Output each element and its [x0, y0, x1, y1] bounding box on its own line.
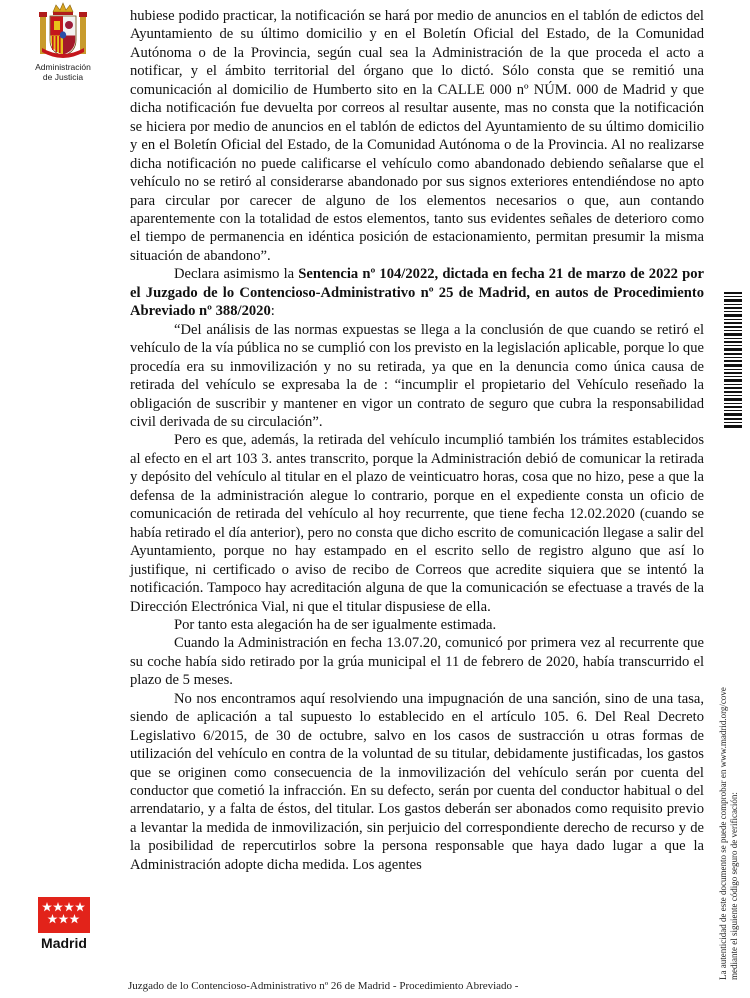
- judgment-citation: Sentencia nº 104/2022, dictada en fecha 21 de marzo de 2022 por el Juzgado de lo Contencioso-Administrativo nº 25 de Madrid, en autos de Procedimiento Abreviado nº 388/2020: [130, 266, 704, 320]
- paragraph-2-lead: Declara asimismo la: [174, 266, 299, 283]
- madrid-flag-icon: [38, 897, 90, 933]
- paragraph-1: hubiese podido practicar, la notificación se hará por medio de anuncios en el tablón de edictos del Ayuntamiento de su último domicilio y en el Boletín Oficial del Estado, de la Comunidad Autónoma o de la Provincia, según cual sea la Administración de la que proceda el acto a notificar, y el ámbito territorial del órgano que lo dictó. Sólo consta que se remitió una comunicación al domicilio de Humberto sito en la CALLE 000 nº NÚM. 000 de Madrid y que dicha notificación fue devuelta por correos al resultar ausente, mas no consta que la notificación se hiciera por medio de anuncios en el tablón de edictos del Ayuntamiento de su último domicilio y en el Boletín Oficial del Estado, de la Comunidad Autónoma o de la Provincia. Al no realizarse dicha notificación no puede calificarse el vehículo como abandonado debiendo señalarse que el vehículo no se retiró al considerarse abandonado por sus signos exteriores entendiéndose no apto para circular por carecer de alguno de los elementos necesarios o que, aun contando aparentemente con la totalidad de estos elementos, tanto sus evidentes señales de deterioro como el tiempo de permanencia en idéntica posición de estacionamiento, permitan presumir la misma situación de abandono”.: [130, 8, 704, 264]
- coat-of-arms-icon: [38, 2, 88, 62]
- page-footer: Juzgado de lo Contencioso-Administrativo nº 26 de Madrid - Procedimiento Abreviado -: [128, 980, 519, 992]
- paragraph-4: Pero es que, además, la retirada del vehículo incumplió también los trámites establecidos al efecto en el art 103 3. antes transcrito, porque la Administración debió de comunicar la retirada y depósito del vehículo al titular en el plazo de veinticuatro horas, cosa que no hizo, pese a que la defensa de la administración alegue lo contrario, porque en el expediente consta un oficio de comunicación de retirada del vehículo al hoy recurrente, que tiene fecha 12.02.2020 (cuando se había retirado el día anterior), pero no consta que dicho escrito de comunicación llegase a salir del Ayuntamiento, porque no hay estampado en el escrito sello de registro alguno que así lo justifique, ni certificado o aviso de recibo de Correos que acredite siquiera que se intentó la notificación. Tampoco hay acreditación alguna de que la comunicación se efectuase a través de la Dirección Electrónica Vial, ni que el titular dispusiese de ella.: [130, 432, 704, 615]
- gov-label-line-2: de Justicia: [42, 72, 84, 82]
- paragraph-7: No nos encontramos aquí resolviendo una impugnación de una sanción, sino de una tasa, siendo de aplicación a tal supuesto lo establecido en el artículo 105. 6. Del Real Decreto Legislativo 6/2015, de 30 de octubre, salvo en los casos de sustracción u otras formas de utilización del vehículo en contra de la voluntad de su titular, debidamente justificadas, los gastos que se originen como consecuencia de la inmovilización del vehículo serán por cuenta del conductor que cometió la infracción. En su defecto, serán por cuenta del conductor habitual o del arrendatario, y a falta de éstos, del titular. Los gastos deberán ser abonados como requisito previo a levantar la medida de inmovilización, sin perjuicio del correspondiente derecho de recurso y de la posibilidad de repercutirlos sobre la persona responsable que haya dado lugar a que la Administración adopte dicha medida. Los agentes: [130, 690, 704, 873]
- left-margin: [0, 0, 112, 998]
- paragraph-3: “Del análisis de las normas expuestas se llega a la conclusión de que cuando se retiró el vehículo de la vía pública no se cumplió con los previsto en la legislación aplicable, porque lo que procedía era su inmovilización y no su retirada, ya que en la denuncia como única causa de retirada del vehículo se expresaba la de : “incumplir el propietario del Vehículo reseñado la obligación de suscribir y mantener en vigor un contrato de seguro que cubra la responsabilidad civil derivada de su circulación”.: [130, 321, 704, 430]
- madrid-label: Madrid: [41, 935, 87, 951]
- barcode-icon: [724, 292, 742, 428]
- government-label: [20, 62, 106, 82]
- verification-note: [718, 420, 740, 980]
- verification-strip: [712, 430, 746, 980]
- paragraph-2-tail: :: [270, 303, 275, 320]
- gov-label-line-1: Administración: [35, 62, 91, 72]
- paragraph-5: Por tanto esta alegación ha de ser igualmente estimada.: [174, 616, 497, 633]
- verification-line-2: mediante el siguiente código seguro de verificación:: [729, 792, 739, 980]
- paragraph-2: [130, 265, 704, 320]
- document-body: [130, 7, 704, 874]
- verification-line-1: La autenticidad de este documento se puede comprobar en www.madrid.org/cove: [718, 687, 728, 980]
- paragraph-6: Cuando la Administración en fecha 13.07.20, comunicó por primera vez al recurrente que su coche había sido retirado por la grúa municipal el 11 de febrero de 2020, había transcurrido el plazo de 5 meses.: [130, 635, 704, 689]
